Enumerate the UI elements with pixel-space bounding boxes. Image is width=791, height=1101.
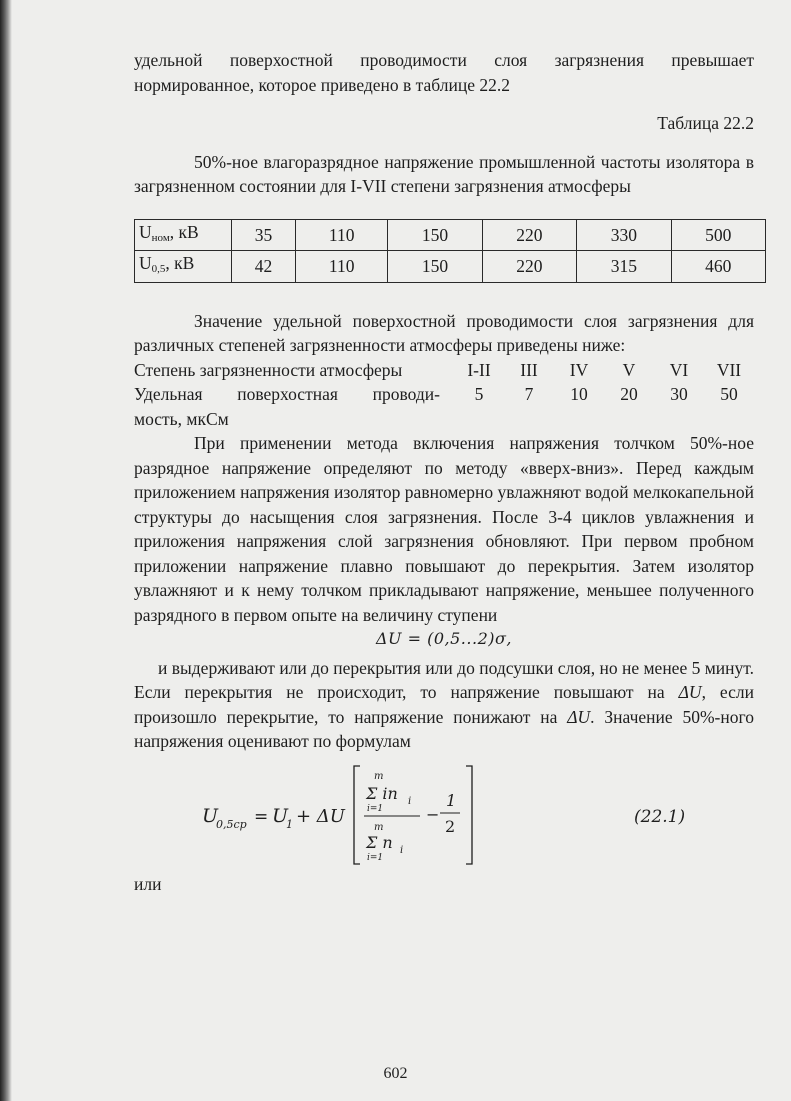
eq-lhs: U: [202, 804, 219, 827]
eq-sum-denominator: Σ n: [366, 832, 393, 852]
conductivity-row: [134, 382, 754, 407]
equation-22-1: [134, 760, 754, 872]
page-body: [134, 48, 754, 896]
eq-lhs-sub: 0,5ср: [216, 817, 247, 831]
voltage-table: [134, 219, 766, 283]
degree-value: III: [520, 359, 538, 380]
eq-den-bottom: i=1: [367, 852, 384, 863]
paragraph-method: При применении метода включения напряжения толчком 50%-ное разрядное напряжение определяют по методу «вверх-вниз». Перед каждым приложением напряжения изолятор равномерно увлажняют водой мелкокапельной структуры до насыщения слоя загрязнения. После 3-4 циклов увлажнения и приложения напряжения слой загрязнения обновляют. При первом пробном приложении напряжение плавно повышают до перекрытия. Затем изолятор увлажняют и к нему толчком прикладывают напряжение, меньшее полученного разрядного в первом опыте на величину ступени: [134, 433, 754, 625]
conductivity-value: 5: [474, 384, 484, 404]
eq-half-num: 1: [446, 790, 457, 810]
conductivity-value: 30: [670, 384, 688, 404]
table-cell: 110: [296, 219, 388, 251]
table-number: Таблица 22.2: [657, 113, 754, 133]
table-caption: 50%-ное влагоразрядное напряжение промышленной частоты изолятора в загрязненном состоянии для I-VII степени загрязнения атмосферы: [134, 151, 754, 196]
conductivity-value: 10: [570, 384, 588, 404]
conductivity-label-cont: мость, мкСм: [134, 408, 229, 429]
equation-number: (22.1): [634, 806, 686, 827]
degree-label: Степень загрязненности атмосферы: [134, 359, 403, 380]
eq-half-den: 2: [445, 816, 456, 836]
degree-row: [134, 358, 754, 383]
word-or: или: [134, 873, 162, 894]
conductivity-value: 20: [620, 384, 638, 404]
svg-text:=: =: [254, 806, 269, 827]
eq-u1: U: [272, 804, 289, 827]
table-cell: 315: [577, 251, 671, 283]
eq-sum-top: m: [374, 770, 384, 782]
table-cell: 150: [388, 251, 482, 283]
conductivity-value: 7: [524, 384, 534, 404]
row-label-discharge: $U_{0,5}$, кВ: [135, 251, 232, 283]
eq-delta-u: + ΔU: [296, 805, 345, 827]
table-cell: 110: [296, 251, 388, 283]
eq-num-sub: i: [408, 795, 412, 807]
table-cell: 42: [232, 251, 296, 283]
table-cell: 150: [388, 219, 482, 251]
equation-graphic: [134, 760, 754, 872]
eq-u1-sub: 1: [286, 817, 293, 831]
paragraph-conductivity: Значение удельной поверхостной проводимости слоя загрязнения для различных степеней загрязненности атмосферы приведены ниже:: [134, 310, 754, 355]
table-row: [135, 251, 766, 283]
degree-value: VI: [669, 359, 689, 380]
eq-den-sub: i: [400, 844, 404, 856]
table-cell: 330: [577, 219, 671, 251]
book-binding-shadow: [0, 0, 12, 1101]
page-number: 602: [383, 1065, 408, 1082]
eq-sum-numerator: Σ in: [366, 783, 398, 803]
svg-text:−: −: [426, 804, 440, 824]
table-cell: 500: [671, 219, 765, 251]
degree-value: VII: [716, 359, 742, 380]
eq-sum-bottom: i=1: [367, 803, 384, 814]
degree-value: IV: [569, 359, 589, 380]
degree-value: V: [622, 359, 636, 380]
eq-den-top: m: [374, 821, 384, 833]
row-label-nominal: $U_{ном}$, кВ: [135, 219, 232, 251]
delta-u-symbol: ΔU: [678, 682, 702, 702]
degree-value: I-II: [467, 359, 491, 380]
conductivity-label: Удельная поверхостная проводи-: [134, 384, 440, 404]
table-row: [135, 219, 766, 251]
paragraph-procedure: и выдерживают или до перекрытия или до подсушки слоя, но не менее 5 минут. Если перекрытия не происходит, то напряжение повышают на ΔU, если произошло перекрытие, то напряжение понижают на ΔU. Значение 50%-ного напряжения оценивают по формулам: [134, 657, 754, 751]
table-cell: 220: [482, 251, 576, 283]
step-formula: ΔU = (0,5...2)σ,: [376, 629, 512, 648]
paragraph-intro: удельной поверхостной проводимости слоя загрязнения превышает нормированное, которое приведено в таблице 22.2: [134, 50, 754, 95]
table-cell: 35: [232, 219, 296, 251]
conductivity-value: 50: [720, 384, 738, 404]
table-cell: 220: [482, 219, 576, 251]
table-cell: 460: [671, 251, 765, 283]
delta-u-symbol: ΔU: [567, 706, 591, 727]
